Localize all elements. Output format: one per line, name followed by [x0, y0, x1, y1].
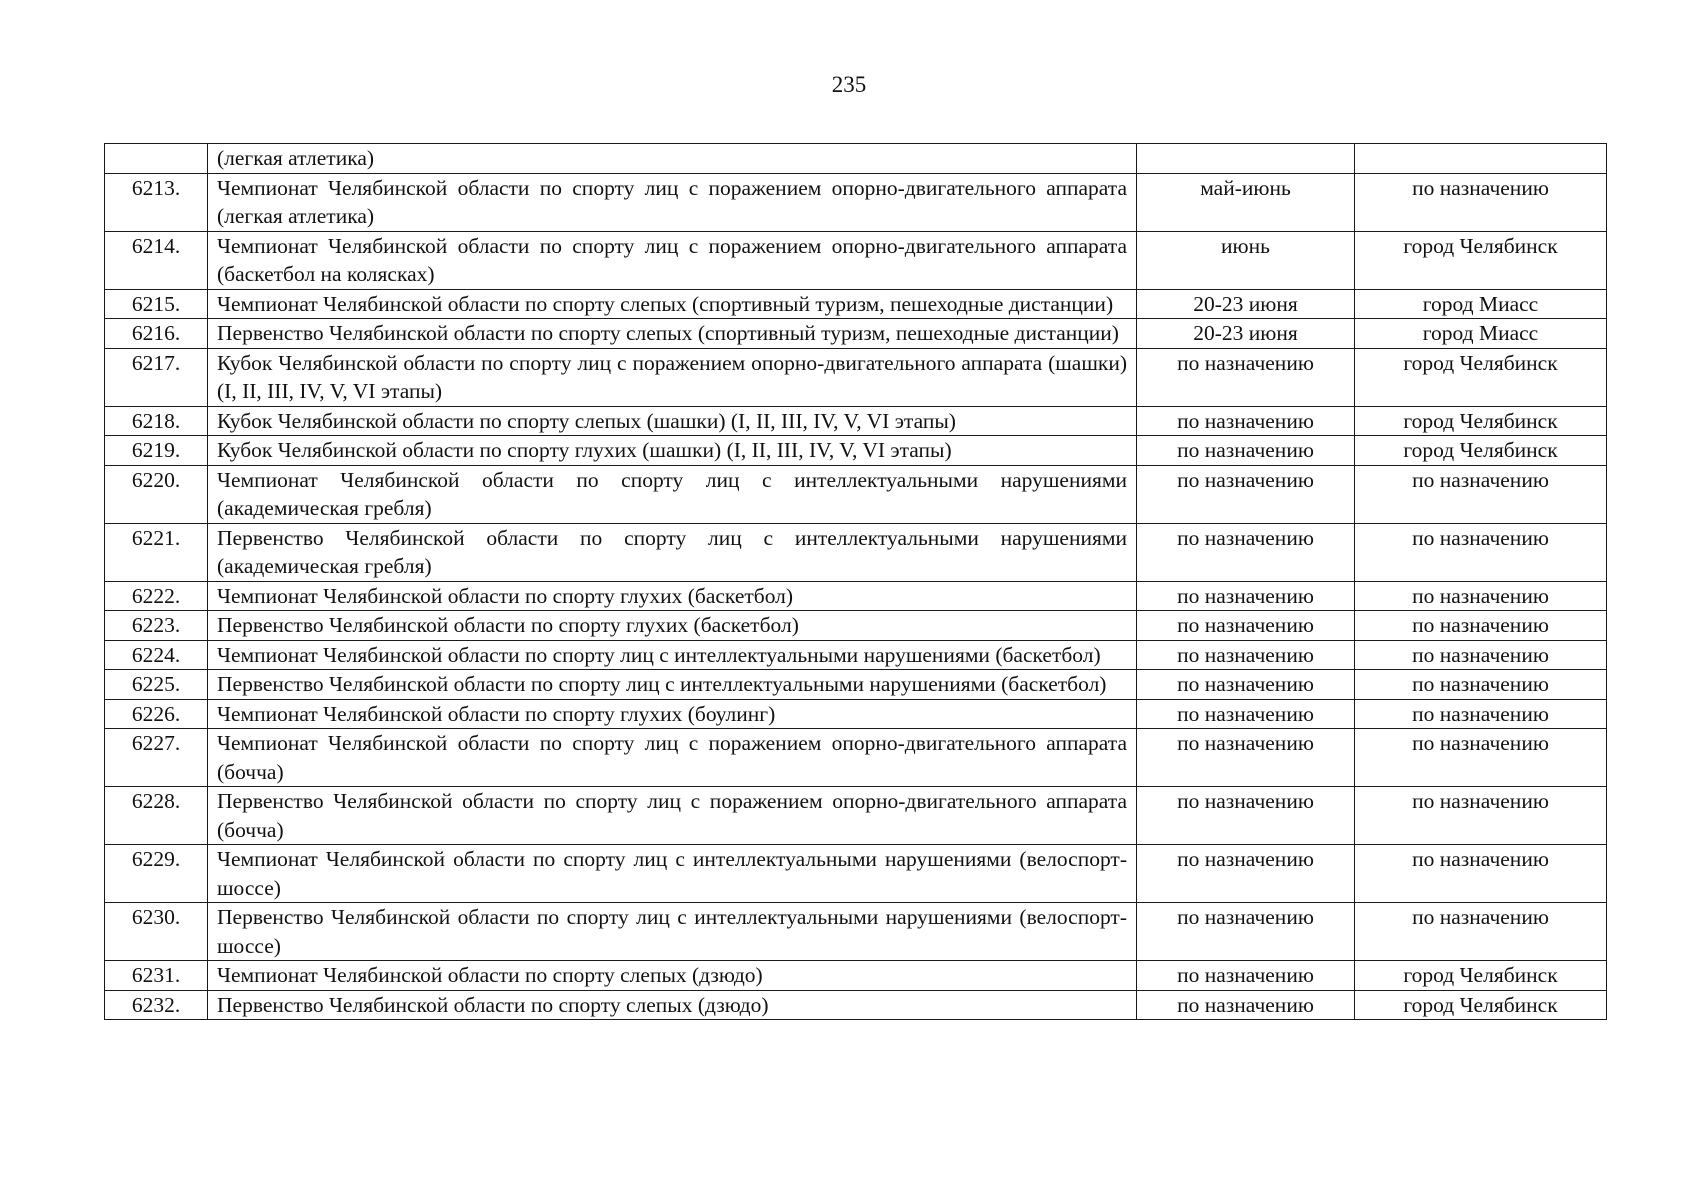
event-date-cell — [1137, 144, 1355, 174]
table-row — [105, 173, 1607, 231]
event-date-cell: по назначению — [1137, 640, 1355, 670]
event-name-cell: Чемпионат Челябинской области по спорту лиц с поражением опорно-двигательного аппарата (баскетбол на колясках) — [208, 231, 1137, 289]
event-name-cell: Кубок Челябинской области по спорту лиц с поражением опорно-двигательного аппарата (шашки) (I, II, III, IV, V, VI этапы) — [208, 348, 1137, 406]
event-name-cell: Кубок Челябинской области по спорту глухих (шашки) (I, II, III, IV, V, VI этапы) — [208, 436, 1137, 466]
row-number-cell: 6226. — [105, 699, 208, 729]
event-name-cell: Чемпионат Челябинской области по спорту слепых (дзюдо) — [208, 961, 1137, 991]
table-row — [105, 787, 1607, 845]
event-name-cell: Чемпионат Челябинской области по спорту лиц с поражением опорно-двигательного аппарата (легкая атлетика) — [208, 173, 1137, 231]
row-number-cell: 6225. — [105, 670, 208, 700]
event-place-cell: по назначению — [1355, 845, 1607, 903]
table-row — [105, 670, 1607, 700]
event-place-cell: город Челябинск — [1355, 231, 1607, 289]
table-row — [105, 523, 1607, 581]
event-date-cell: по назначению — [1137, 465, 1355, 523]
row-number-cell: 6223. — [105, 611, 208, 641]
event-place-cell: по назначению — [1355, 729, 1607, 787]
event-place-cell: по назначению — [1355, 640, 1607, 670]
table-row — [105, 611, 1607, 641]
event-place-cell: по назначению — [1355, 611, 1607, 641]
event-date-cell: по назначению — [1137, 699, 1355, 729]
event-place-cell: по назначению — [1355, 523, 1607, 581]
row-number-cell: 6218. — [105, 406, 208, 436]
event-place-cell: город Челябинск — [1355, 961, 1607, 991]
table-row — [105, 348, 1607, 406]
event-date-cell: по назначению — [1137, 787, 1355, 845]
event-date-cell: по назначению — [1137, 670, 1355, 700]
table-row — [105, 231, 1607, 289]
event-name-cell: Первенство Челябинской области по спорту лиц с интеллектуальными нарушениями (баскетбол) — [208, 670, 1137, 700]
row-number-cell: 6214. — [105, 231, 208, 289]
event-date-cell: по назначению — [1137, 990, 1355, 1020]
event-place-cell: по назначению — [1355, 581, 1607, 611]
table-row — [105, 289, 1607, 319]
table-row — [105, 903, 1607, 961]
row-number-cell: 6224. — [105, 640, 208, 670]
event-date-cell: по назначению — [1137, 581, 1355, 611]
event-name-cell: Чемпионат Челябинской области по спорту слепых (спортивный туризм, пешеходные дистанции) — [208, 289, 1137, 319]
event-name-cell: Первенство Челябинской области по спорту лиц с интеллектуальными нарушениями (академическая гребля) — [208, 523, 1137, 581]
event-name-cell: Кубок Челябинской области по спорту слепых (шашки) (I, II, III, IV, V, VI этапы) — [208, 406, 1137, 436]
event-place-cell: по назначению — [1355, 903, 1607, 961]
event-name-cell: Чемпионат Челябинской области по спорту лиц с интеллектуальными нарушениями (велоспорт-шоссе) — [208, 845, 1137, 903]
event-date-cell: по назначению — [1137, 436, 1355, 466]
table-row — [105, 436, 1607, 466]
event-name-cell: Чемпионат Челябинской области по спорту глухих (баскетбол) — [208, 581, 1137, 611]
event-date-cell: май-июнь — [1137, 173, 1355, 231]
event-place-cell: город Миасс — [1355, 319, 1607, 349]
event-name-cell: Первенство Челябинской области по спорту слепых (дзюдо) — [208, 990, 1137, 1020]
event-name-cell: (легкая атлетика) — [208, 144, 1137, 174]
event-date-cell: по назначению — [1137, 845, 1355, 903]
row-number-cell: 6229. — [105, 845, 208, 903]
row-number-cell: 6213. — [105, 173, 208, 231]
table-row — [105, 319, 1607, 349]
event-name-cell: Чемпионат Челябинской области по спорту лиц с интеллектуальными нарушениями (баскетбол) — [208, 640, 1137, 670]
table-row — [105, 465, 1607, 523]
event-place-cell: город Челябинск — [1355, 348, 1607, 406]
table-row — [105, 406, 1607, 436]
event-date-cell: по назначению — [1137, 611, 1355, 641]
row-number-cell: 6220. — [105, 465, 208, 523]
event-date-cell: по назначению — [1137, 523, 1355, 581]
table-row — [105, 640, 1607, 670]
event-date-cell: июнь — [1137, 231, 1355, 289]
event-name-cell: Первенство Челябинской области по спорту слепых (спортивный туризм, пешеходные дистанции) — [208, 319, 1137, 349]
event-name-cell: Первенство Челябинской области по спорту лиц с интеллектуальными нарушениями (велоспорт-шоссе) — [208, 903, 1137, 961]
row-number-cell: 6219. — [105, 436, 208, 466]
event-name-cell: Первенство Челябинской области по спорту лиц с поражением опорно-двигательного аппарата (бочча) — [208, 787, 1137, 845]
event-date-cell: по назначению — [1137, 406, 1355, 436]
table-row — [105, 699, 1607, 729]
row-number-cell: 6221. — [105, 523, 208, 581]
table-row — [105, 961, 1607, 991]
event-place-cell: город Челябинск — [1355, 990, 1607, 1020]
event-name-cell: Чемпионат Челябинской области по спорту лиц с интеллектуальными нарушениями (академическая гребля) — [208, 465, 1137, 523]
event-place-cell: по назначению — [1355, 670, 1607, 700]
event-date-cell: 20-23 июня — [1137, 289, 1355, 319]
event-date-cell: по назначению — [1137, 903, 1355, 961]
row-number-cell: 6230. — [105, 903, 208, 961]
row-number-cell: 6232. — [105, 990, 208, 1020]
row-number-cell: 6222. — [105, 581, 208, 611]
table-row — [105, 144, 1607, 174]
event-date-cell: 20-23 июня — [1137, 319, 1355, 349]
event-place-cell: по назначению — [1355, 699, 1607, 729]
events-table — [104, 143, 1607, 1020]
event-date-cell: по назначению — [1137, 348, 1355, 406]
row-number-cell — [105, 144, 208, 174]
event-name-cell: Чемпионат Челябинской области по спорту глухих (боулинг) — [208, 699, 1137, 729]
event-place-cell — [1355, 144, 1607, 174]
event-place-cell: по назначению — [1355, 173, 1607, 231]
table-row — [105, 581, 1607, 611]
event-place-cell: по назначению — [1355, 787, 1607, 845]
event-date-cell: по назначению — [1137, 961, 1355, 991]
row-number-cell: 6228. — [105, 787, 208, 845]
event-name-cell: Первенство Челябинской области по спорту глухих (баскетбол) — [208, 611, 1137, 641]
event-place-cell: город Миасс — [1355, 289, 1607, 319]
event-place-cell: город Челябинск — [1355, 406, 1607, 436]
row-number-cell: 6227. — [105, 729, 208, 787]
row-number-cell: 6231. — [105, 961, 208, 991]
event-place-cell: город Челябинск — [1355, 436, 1607, 466]
event-name-cell: Чемпионат Челябинской области по спорту лиц с поражением опорно-двигательного аппарата (бочча) — [208, 729, 1137, 787]
event-place-cell: по назначению — [1355, 465, 1607, 523]
row-number-cell: 6217. — [105, 348, 208, 406]
events-table-body — [105, 144, 1607, 1020]
row-number-cell: 6215. — [105, 289, 208, 319]
row-number-cell: 6216. — [105, 319, 208, 349]
page-number: 235 — [831, 72, 867, 97]
table-row — [105, 990, 1607, 1020]
table-row — [105, 729, 1607, 787]
event-date-cell: по назначению — [1137, 729, 1355, 787]
table-row — [105, 845, 1607, 903]
